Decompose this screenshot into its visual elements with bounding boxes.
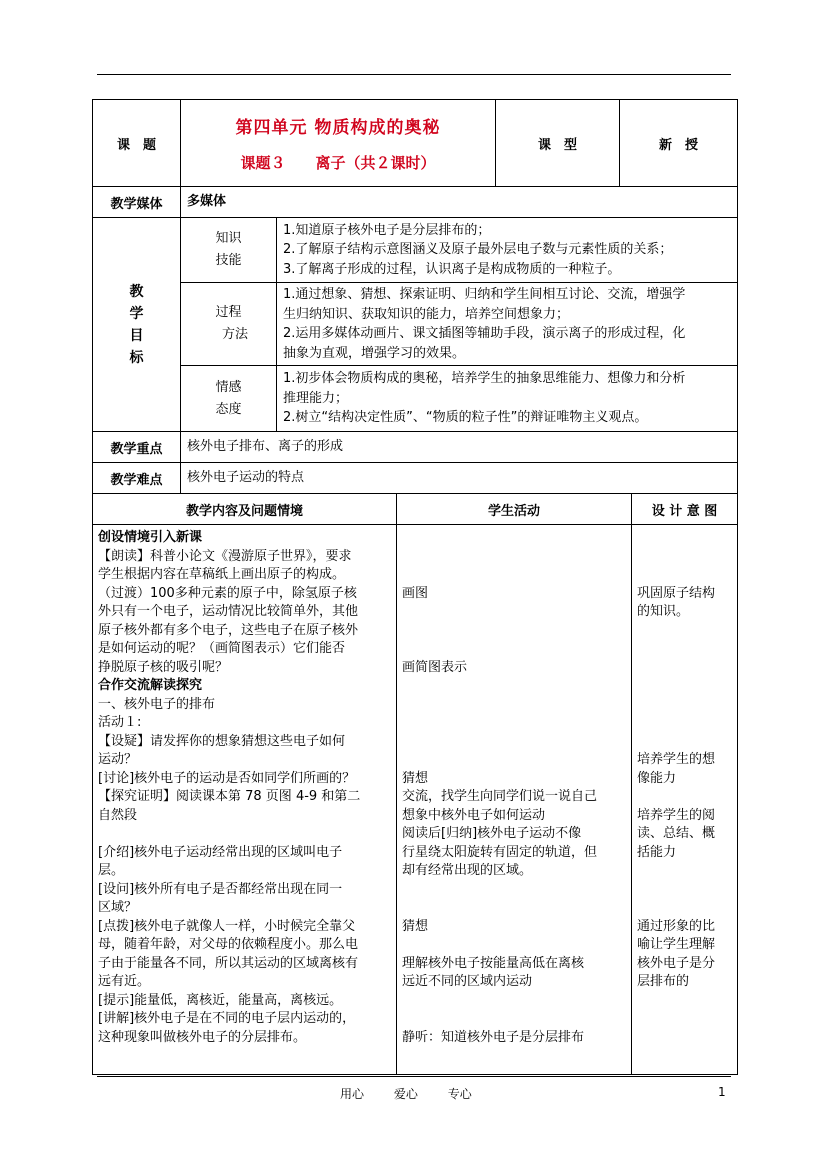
- objective-line: 2.了解原子结构示意图涵义及原子最外层电子数与元素性质的关系；: [283, 242, 673, 258]
- text-line: [637, 899, 732, 918]
- sub-label-line: 技能: [215, 253, 242, 268]
- text-line: [402, 622, 626, 641]
- difficulty-value: 核外电子运动的特点: [181, 463, 738, 494]
- page-number: 1: [718, 1085, 726, 1099]
- text-line: [讲解]核外电子是在不同的电子层内运动的，: [98, 1011, 356, 1026]
- text-line: [402, 733, 626, 752]
- text-line: 原子核外都有多个电子，这些电子在原子核外: [98, 622, 359, 638]
- text-line: [设问]核外所有电子是否都经常出现在同一: [98, 881, 343, 897]
- text-line: [402, 751, 626, 770]
- text-line: 子由于能量各不同，所以其运动的区域离核有: [98, 955, 359, 971]
- activity-cell: [397, 525, 632, 1075]
- text-line: 合作交流解读探究: [98, 678, 203, 693]
- text-line: [637, 622, 732, 641]
- text-line: 想象中核外电子如何运动: [402, 807, 546, 823]
- text-line: 培养学生的想: [637, 752, 716, 767]
- course-label: 课 题: [93, 100, 181, 187]
- title-row: [93, 100, 738, 187]
- text-line: 猜想: [402, 918, 429, 934]
- key-point-row: [93, 432, 738, 463]
- text-line: 通过形象的比: [637, 918, 716, 934]
- text-line: 读、总结、概: [637, 826, 716, 841]
- objective-row-knowledge: [93, 218, 738, 283]
- text-line: 是如何运动的呢？（画简图表示）它们能否: [98, 641, 346, 656]
- activity-column-header: 学生活动: [397, 494, 632, 525]
- objective-line: 2.树立“结构决定性质”、“物质的粒子性”的辩证唯物主义观点。: [283, 410, 648, 426]
- motto-word: 专心: [447, 1087, 472, 1101]
- sub-label-line: 情感: [215, 379, 242, 395]
- text-line: [637, 881, 732, 900]
- objective-line: 1.初步体会物质构成的奥秘，培养学生的抽象思维能力、想像力和分析: [283, 371, 686, 387]
- text-line: [637, 566, 732, 585]
- type-label: 课 型: [496, 100, 620, 187]
- difficulty-row: [93, 463, 738, 494]
- text-line: 阅读后[归纳]核外电子运动不像: [402, 826, 582, 841]
- text-line: 自然段: [98, 807, 138, 823]
- text-line: 层排布的: [637, 974, 690, 989]
- text-line: [402, 566, 626, 585]
- objective-line: 生归纳知识、获取知识的能力，培养空间想象力；: [283, 306, 570, 322]
- text-line: 猜想: [402, 770, 429, 786]
- intent-cell: [632, 525, 738, 1075]
- text-line: 这种现象叫做核外电子的分层排布。: [98, 1029, 307, 1045]
- content-column-header: 教学内容及问题情境: [93, 494, 397, 525]
- text-line: [介绍]核外电子运动经常出现的区域叫电子: [98, 844, 343, 860]
- objectives-label-char: 教: [129, 283, 144, 300]
- objective-line: 抽象为直观，增强学习的效果。: [283, 345, 466, 361]
- text-line: [402, 696, 626, 715]
- text-line: 理解核外电子按能量高低在离核: [402, 955, 585, 971]
- header-rule: [97, 74, 731, 75]
- key-point-value: 核外电子排布、离子的形成: [181, 432, 738, 463]
- objective-text: [277, 218, 738, 283]
- text-line: 外只有一个电子，运动情况比较简单外，其他: [98, 604, 359, 619]
- objectives-label-char: 目: [129, 327, 144, 344]
- content-cell: [93, 525, 397, 1075]
- text-line: [402, 1010, 626, 1029]
- intent-column-header: 设 计 意 图: [632, 494, 738, 525]
- text-line: 巩固原子结构: [637, 585, 716, 601]
- lesson-title-cell: [181, 100, 496, 187]
- text-line: [637, 733, 732, 752]
- text-line: [637, 529, 732, 548]
- objective-line: 1.知道原子核外电子是分层排布的；: [283, 222, 491, 238]
- text-line: 层。: [98, 863, 125, 878]
- objectives-label-char: 标: [129, 349, 144, 366]
- text-line: 交流，找学生向同学们说一说自己: [402, 789, 598, 804]
- text-line: [402, 899, 626, 918]
- text-line: 的知识。: [637, 604, 690, 619]
- footer-rule: [97, 1076, 731, 1077]
- objective-sub-label: [181, 218, 277, 283]
- text-line: 【探究证明】阅读课本第 78 页图 4-9 和第二: [98, 789, 361, 804]
- text-line: [637, 714, 732, 733]
- teaching-body-row: [93, 525, 738, 1075]
- text-line: [637, 862, 732, 881]
- text-line: [点拨]核外电子就像人一样，小时候完全靠父: [98, 918, 356, 934]
- text-line: 远有近。: [98, 974, 151, 989]
- sub-label-line: 方法: [208, 327, 248, 342]
- text-line: [402, 936, 626, 955]
- media-label: 教学媒体: [93, 187, 181, 218]
- text-line: 核外电子是分: [637, 955, 716, 971]
- text-line: [讨论]核外电子的运动是否如同学们所画的？: [98, 770, 356, 786]
- sub-label-line: 知识: [215, 231, 242, 246]
- footer-motto: [340, 1085, 498, 1102]
- text-line: [98, 825, 391, 844]
- sub-label-line: 过程: [215, 305, 242, 320]
- text-line: 学生根据内容在草稿纸上画出原子的构成。: [98, 567, 346, 582]
- text-line: 运动？: [98, 752, 138, 767]
- media-row: [93, 187, 738, 218]
- text-line: 画简图表示: [402, 659, 468, 675]
- objective-row-process: [93, 283, 738, 366]
- lesson-title: 课题３ 离子（共２课时）: [240, 154, 436, 172]
- objective-line: 3.了解离子形成的过程，认识离子是构成物质的一种粒子。: [283, 261, 621, 277]
- text-line: 一、核外电子的排布: [98, 696, 216, 712]
- text-line: [402, 677, 626, 696]
- objective-sub-label: [181, 283, 277, 366]
- objectives-label: [93, 218, 181, 432]
- text-line: （过渡）100多种元素的原子中，除氢原子核: [98, 585, 357, 601]
- text-line: [637, 548, 732, 567]
- text-line: 培养学生的阅: [637, 807, 716, 823]
- sub-label-line: 态度: [215, 401, 242, 417]
- text-line: [402, 548, 626, 567]
- text-line: 像能力: [637, 770, 677, 786]
- motto-word: 用心: [340, 1087, 365, 1101]
- text-line: 却有经常出现的区域。: [402, 863, 533, 878]
- type-value: 新 授: [620, 100, 738, 187]
- lesson-plan-table: [92, 99, 738, 1075]
- text-line: 区域？: [98, 900, 138, 915]
- text-line: [637, 788, 732, 807]
- objective-text: [277, 366, 738, 432]
- text-line: 母，随着年龄，对父母的依赖程度小。那么电: [98, 937, 359, 952]
- objective-row-attitude: [93, 366, 738, 432]
- objective-line: 2.运用多媒体动画片、课文插图等辅助手段，演示离子的形成过程，化: [283, 326, 686, 341]
- text-line: [提示]能量低，离核近，能量高，离核远。: [98, 992, 343, 1008]
- text-line: [637, 677, 732, 696]
- text-line: [637, 659, 732, 678]
- objective-line: 1.通过想象、猜想、探索证明、归纳和学生间相互讨论、交流，增强学: [283, 287, 686, 302]
- difficulty-label: 教学难点: [93, 463, 181, 494]
- text-line: 静听：知道核外电子是分层排布: [402, 1029, 585, 1045]
- text-line: 画图: [402, 585, 429, 601]
- text-line: [637, 640, 732, 659]
- objective-line: 推理能力；: [283, 390, 349, 406]
- text-line: [402, 603, 626, 622]
- text-line: [402, 881, 626, 900]
- text-line: 创设情境引入新课: [98, 530, 203, 545]
- objective-text: [277, 283, 738, 366]
- text-line: [637, 696, 732, 715]
- text-line: 挣脱原子核的吸引呢？: [98, 659, 229, 675]
- text-line: 喻让学生理解: [637, 937, 716, 952]
- text-line: 【设疑】请发挥你的想象猜想这些电子如何: [98, 733, 346, 749]
- unit-title: 第四单元 物质构成的奥秘: [235, 118, 441, 138]
- text-line: [402, 529, 626, 548]
- text-line: 活动１:: [98, 715, 142, 730]
- text-line: [402, 992, 626, 1011]
- motto-word: 爱心: [393, 1087, 418, 1101]
- media-value: 多媒体: [181, 187, 738, 218]
- column-header-row: [93, 494, 738, 525]
- text-line: [402, 714, 626, 733]
- objectives-label-char: 学: [129, 305, 144, 322]
- objective-sub-label: [181, 366, 277, 432]
- text-line: 【朗读】科普小论文《漫游原子世界》，要求: [98, 548, 352, 564]
- text-line: 行星绕太阳旋转有固定的轨道，但: [402, 844, 598, 860]
- key-point-label: 教学重点: [93, 432, 181, 463]
- text-line: 括能力: [637, 844, 677, 860]
- text-line: [402, 640, 626, 659]
- text-line: 远近不同的区域内运动: [402, 974, 533, 989]
